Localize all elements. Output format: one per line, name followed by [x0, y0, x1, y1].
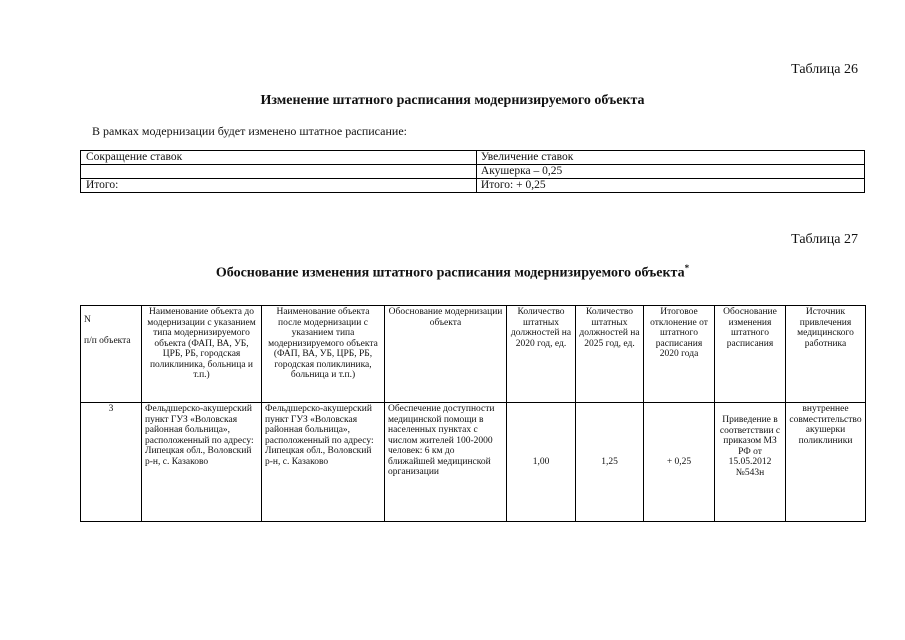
header-obj-after: Наименование объекта после модернизации с указанием типа модернизируемого объекта (ФАП, ВА, УБ, ЦРБ, РБ, городская поликлиника, больница и т.п.): [262, 306, 385, 403]
table-26-intro: В рамках модернизации будет изменено штатное расписание:: [92, 124, 407, 138]
cell-justification: Обеспечение доступности медицинской помощи в населенных пунктах с числом жителей 100-2000 человек: 6 км до ближайшей медицинской организации: [385, 403, 507, 522]
table-row: [81, 151, 865, 165]
table-27-label: Таблица 27: [791, 232, 858, 247]
header-justification: Обоснование модернизации объекта: [385, 306, 507, 403]
table-cell: [81, 165, 477, 179]
table-row: [81, 403, 866, 522]
cell-source: внутреннее совместительство акушерки поликлиники: [786, 403, 866, 522]
table-cell: Итого:: [81, 179, 477, 193]
cell-basis: Приведение в соответствии с приказом МЗ РФ от 15.05.2012 №543н: [715, 403, 786, 522]
table-row: [81, 179, 865, 193]
table-26-label: Таблица 26: [791, 62, 858, 77]
staff-change-table: [80, 150, 865, 193]
table-27-title-text: Обоснование изменения штатного расписания модернизируемого объекта: [215, 265, 685, 281]
header-count-2025: Количество штатных должностей на 2025 год, ед.: [576, 306, 644, 403]
table-27-title: [0, 263, 905, 282]
cell-n: 3: [81, 403, 142, 522]
table-row: [81, 165, 865, 179]
cell-obj-after: Фельдшерско-акушерский пункт ГУЗ «Воловская районная больница», расположенный по адресу: Липецкая обл., Воловский р-н, с. Казаково: [262, 403, 385, 522]
table-cell: Сокращение ставок: [81, 151, 477, 165]
cell-obj-before: Фельдшерско-акушерский пункт ГУЗ «Воловская районная больница», расположенный по адресу: Липецкая обл., Воловский р-н, с. Казаково: [142, 403, 262, 522]
table-cell: Увеличение ставок: [476, 151, 864, 165]
header-row: [81, 306, 866, 403]
header-obj-before: Наименование объекта до модернизации с указанием типа модернизируемого объекта (ФАП, ВА, УБ, ЦРБ, РБ, городская поликлиника, больница и т.п.): [142, 306, 262, 403]
header-n-line2: п/п объекта: [84, 335, 131, 346]
header-n-line1: N: [84, 315, 91, 325]
table-26-title: Изменение штатного расписания модернизируемого объекта: [260, 93, 645, 108]
table-cell: Акушерка – 0,25: [476, 165, 864, 179]
header-deviation: Итоговое отклонение от штатного расписания 2020 года: [644, 306, 715, 403]
cell-count-2020: 1,00: [507, 403, 576, 522]
header-basis: Обоснование изменения штатного расписания: [715, 306, 786, 403]
staff-justification-table: [80, 305, 866, 522]
header-source: Источник привлечения медицинского работника: [786, 306, 866, 403]
cell-count-2025: 1,25: [576, 403, 644, 522]
header-n: [81, 306, 142, 403]
table-cell: Итого: + 0,25: [476, 179, 864, 193]
cell-deviation: + 0,25: [644, 403, 715, 522]
header-count-2020: Количество штатных должностей на 2020 год, ед.: [507, 306, 576, 403]
footnote-mark: *: [684, 263, 690, 273]
